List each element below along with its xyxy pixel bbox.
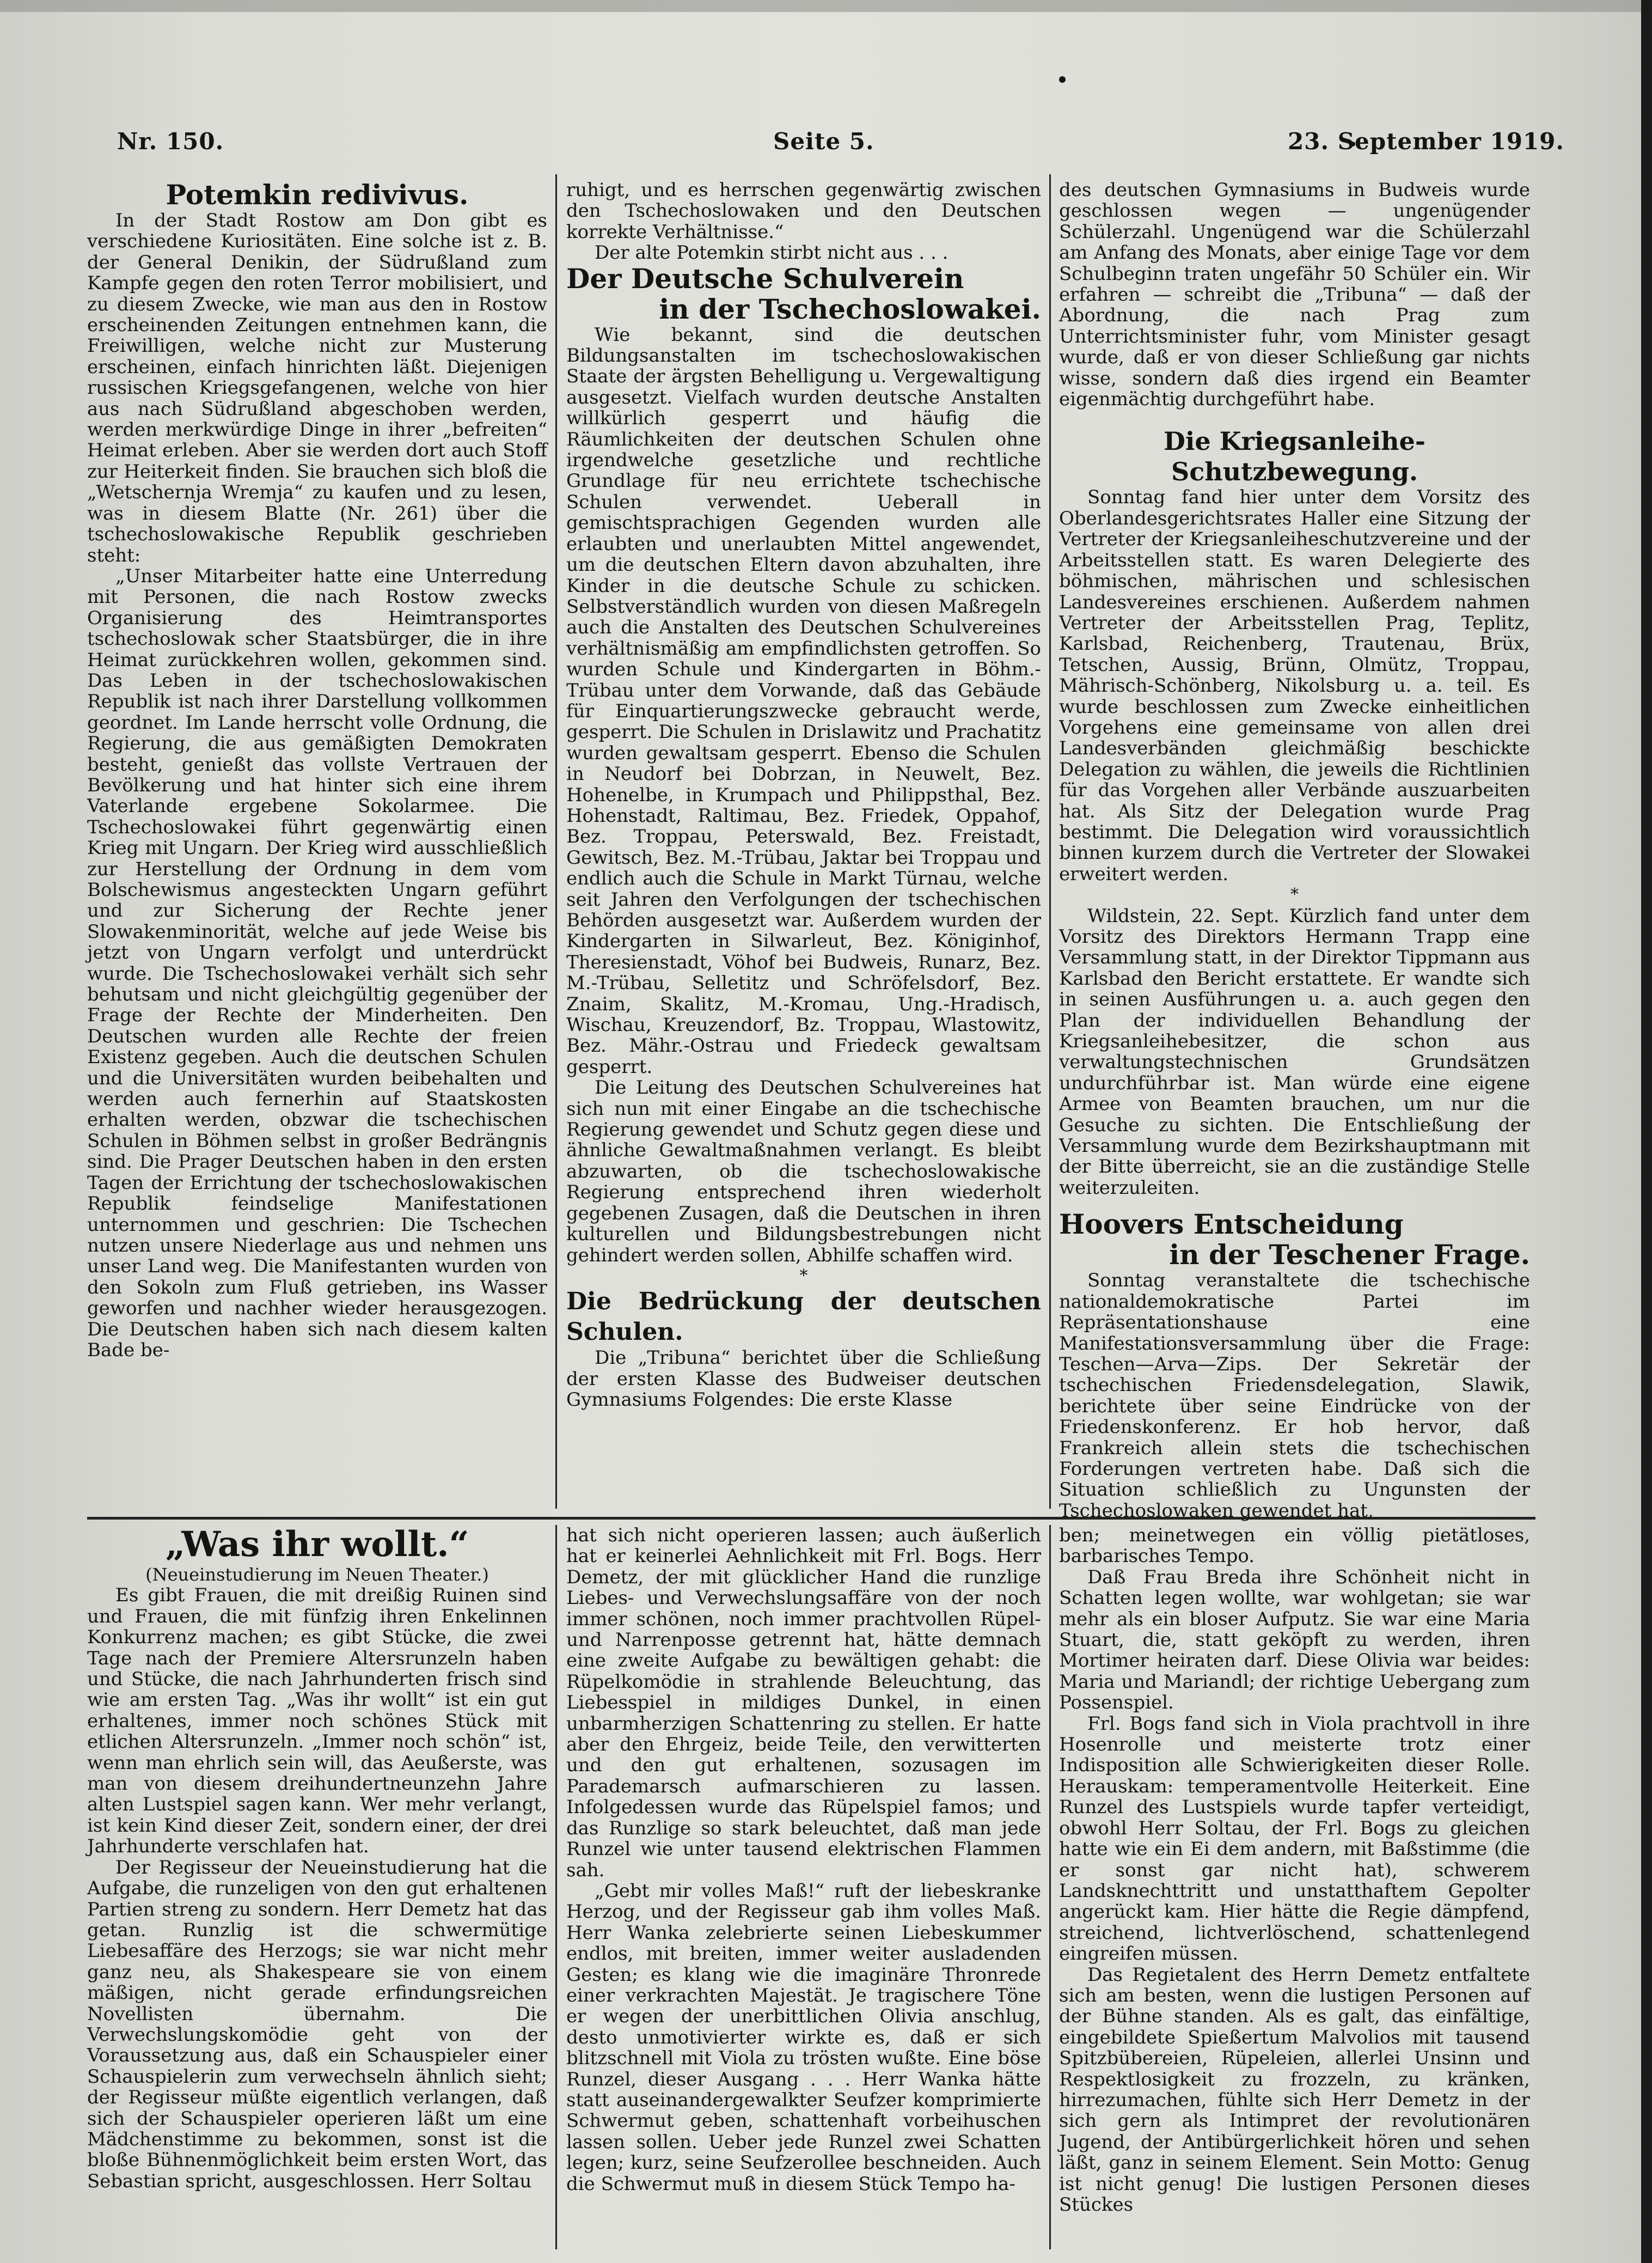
separator-star: *: [799, 1266, 808, 1285]
paragraph: „Gebt mir volles Maß!“ ruft der liebeskranke Herzog, und der Regisseur gab ihm volles Maß. Herr Wanka zelebrierte seinen Liebeskummer endlos, mit breiten, immer weiter ausladenden Gesten; es klang wie die imaginäre Thronrede einer verkrachten Majestät. Je tragischere Töne er wegen der unerbittlichen Olivia anschlug, desto unmotivierter wirkte es, daß er sich blitzschnell mit Viola zu trösten wußte. Eine böse Runzel, dieser Ausgang . . . Herr Wanka hätte statt auseinandergewalkter Seufzer komprimierte Schwermut geben, schattenhaft vorbeihuschen lassen sollen. Ueber jede Runzel zwei Schatten legen; kurz, seine Seufzerollee beschneiden. Auch die Schwermut muß in diesem Stück Tempo ha-: [566, 1880, 1041, 2195]
paragraph: In der Stadt Rostow am Don gibt es verschiedene Kuriositäten. Eine solche ist z. B. der General Denikin, der Südrußland zum Kampfe gegen den roten Terror mobilisiert, und zu diesem Zwecke, wie man aus den in Rostow erscheinenden Zeitungen entnehmen kann, die Freiwilligen, welche nicht zur Musterung erscheinen, einfach hinrichten läßt. Diejenigen russischen Kriegsgefangenen, welche von hier aus nach Südrußland abgeschoben werden, werden merkwürdige Dinge in ihrer „befreiten“ Heimat erleben. Aber sie werden dort auch Stoff zur Heiterkeit finden. Sie brauchen sich bloß die „Wetschernja Wremja“ zu kaufen und zu lesen, was in diesem Blatte (Nr. 261) über die tschechoslowakische Republik geschrieben steht:: [87, 210, 547, 566]
paragraph: Wildstein, 22. Sept. Kürzlich fand unter dem Vorsitz des Direktors Hermann Trapp eine Versammlung statt, in der Direktor Tippmann aus Karlsbad den Bericht erstattete. Er wandte sich in seinen Ausführungen u. a. auch gegen den Plan der individuellen Behandlung der Kriegsanleihebesitzer, die schon aus verwaltungstechnischen Grundsätzen undurchführbar ist. Man würde eine eigene Armee von Beamten brauchen, um nur die Gesuche zu sichten. Die Entschließung der Versammlung wurde dem Bezirkshauptmann mit der Bitte überreicht, sie an die zuständige Stelle weiterzuleiten.: [1059, 905, 1530, 1199]
page-number: Seite 5.: [773, 128, 874, 155]
article-headline-hoover: [1059, 1209, 1530, 1270]
paragraph: Der Regisseur der Neueinstudierung hat die Aufgabe, die runzeligen von den gut erhaltenen Partien streng zu sondern. Herr Demetz hat das getan. Runzlig ist die schwermütige Liebesaffäre des Herzogs; sie war nicht mehr ganz neu, als Shakespeare sie von einem mäßigen, nicht gerade erfindungsreichen Novellisten übernahm. Die Verwechslungskomödie geht von der Voraussetzung aus, daß ein Schauspieler einer Schauspielerin zum verwechseln ähnlich sieht; der Regisseur müßte eigentlich verlangen, daß sich der Schauspieler operieren läßt um eine Mädchenstimme zu bekommen, sonst ist die bloße Bühnenmöglichkeit beim ersten Wort, das Sebastian spricht, ausgeschlossen. Herr Soltau: [87, 1856, 547, 2192]
column-rule: [555, 174, 557, 1509]
paragraph: Daß Frau Breda ihre Schönheit nicht in Schatten legen wollte, war wohlgetan; sie war mehr als ein bloser Aufputz. Sie war eine Maria Stuart, die, statt geköpft zu werden, ihren Mortimer heiraten darf. Diese Olivia war beides: Maria und Mariandl; der richtige Uebergang zum Possenspiel.: [1059, 1566, 1530, 1714]
article-headline-bedrueckung: Die Bedrückung der deutschen Schulen.: [566, 1288, 1041, 1346]
separator-star: *: [1290, 885, 1299, 905]
headline-line: in der Tschechoslowakei.: [659, 292, 1041, 325]
scan-edge-top: [0, 0, 1652, 12]
article-headline-kriegsanleihe: Die Kriegsanleihe-Schutzbewegung.: [1164, 426, 1425, 487]
issue-date: 23. September 1919.: [1288, 128, 1565, 155]
paragraph: ruhigt, und es herrschen gegenwärtig zwischen den Tschechoslowaken und den Deutschen korrekte Verhältnisse.“: [566, 179, 1041, 243]
column-top-2: [566, 180, 1041, 1509]
paragraph: Sonntag fand hier unter dem Vorsitz des Oberlandesgerichtsrates Haller eine Sitzung der Vertreter der Kriegsanleiheschutzvereine und der Arbeitsstellen statt. Es waren Delegierte des böhmischen, mährischen und schlesischen Landesvereines erschienen. Außerdem nahmen Vertreter der Arbeitsstellen Prag, Teplitz, Karlsbad, Reichenberg, Trautenau, Brüx, Tetschen, Aussig, Brünn, Olmütz, Troppau, Mährisch-Schönberg, Nikolsburg u. a. teil. Es wurde beschlossen zum Zwecke einheitlichen Vorgehens eine gemeinsame von allen drei Landesverbänden gleichmäßig beschickte Delegation zu wählen, die jeweils die Richtlinien für das Vorgehen aller Verbände auszuarbeiten hat. Als Sitz der Delegation wurde Prag bestimmt. Die Delegation wird voraussichtlich binnen kurzem durch die Vertreter der Slowakei erweitert werden.: [1059, 486, 1530, 885]
column-bottom-2: [566, 1525, 1041, 2252]
paragraph: Der alte Potemkin stirbt nicht aus . . .: [595, 242, 949, 264]
column-top-1: [87, 180, 547, 1509]
paragraph: des deutschen Gymnasiums in Budweis wurde geschlossen wegen — ungenügender Schülerzahl. Ungenügend war die Schülerzahl am Anfang des Monats, aber einige Tage vor dem Schulbeginn traten ungefähr 50 Schüler ein. Wir erfahren — schreibt die „Tribuna“ — daß der Abordnung, die nach Prag zum Unterrichtsminister fuhr, vom Minister gesagt wurde, daß er von dieser Schließung gar nichts wisse, sondern daß dies irgend ein Beamter eigenmächtig durchgeführt habe.: [1059, 179, 1530, 411]
column-rule: [1049, 1525, 1051, 2249]
ink-speck: [1059, 76, 1066, 83]
headline-line: Der Deutsche Schulverein: [566, 262, 964, 295]
review-headline: „Was ihr wollt.“: [165, 1524, 469, 1565]
column-top-3: [1059, 179, 1530, 1522]
column-bottom-3: [1059, 1525, 1530, 2252]
issue-number: Nr. 150.: [117, 128, 224, 155]
paragraph: Wie bekannt, sind die deutschen Bildungsanstalten im tschechoslowakischen Staate der ärgsten Behelligung u. Vergewaltigung ausgesetzt. Vielfach wurden deutsche Anstalten willkürlich gesperrt und häufig die Räumlichkeiten der deutschen Schulen ohne irgendwelche gesetzliche und rechtliche Grundlage für neu errichtete tschechische Schulen verwendet. Ueberall in gemischtsprachigen Gegenden wurden alle erlaubten und unerlaubten Mittel angewendet, um die deutschen Eltern davon abzuhalten, ihre Kinder in die deutsche Schule zu schicken. Selbstverständlich wurden von diesen Maßregeln auch die Anstalten des Deutschen Schulvereines verhältnismäßig am empfindlichsten getroffen. So wurden Schule und Kindergarten in Böhm.-Trübau unter dem Vorwande, daß das Gebäude für Einquartierungszwecke gebraucht werde, gesperrt. Die Schulen in Drislawitz und Prachatitz wurden gewaltsam gesperrt. Ebenso die Schulen in Neudorf bei Dobrzan, in Neuwelt, Bez. Hohenelbe, in Krumpach und Philippsthal, Bez. Hohenstadt, Raltimau, Bez. Friedek, Oppahof, Bez. Troppau, Peterswald, Bez. Freistadt, Gewitsch, Bez. M.-Trübau, Jaktar bei Troppau und endlich auch die Schule in Markt Türnau, welche seit Jahren den Verfolgungen der tschechischen Behörden ausgesetzt war. Außerdem wurden der Kindergarten in Silwarleut, Bez. Königinhof, Theresienstadt, Vöhof bei Budweis, Runarz, Bez. M.-Trübau, Selletitz und Schröfelsdorf, Bez. Znaim, Skalitz, M.-Kromau, Ung.-Hradisch, Wischau, Kreuzendorf, Bz. Troppau, Wlastowitz, Bez. Mähr.-Ostrau und Friedeck gewaltsam gesperrt.: [566, 324, 1041, 1078]
headline-line: Hoovers Entscheidung: [1059, 1208, 1404, 1241]
paragraph: „Unser Mitarbeiter hatte eine Unterredung mit Personen, die nach Rostow zwecks Organisierung des Heimtransportes tschechoslowak scher Staatsbürger, die in ihre Heimat zurückkehren wollen, gekommen sind. Das Leben in der tschechoslowakischen Republik ist nach ihrer Darstellung vollkommen geordnet. Im Lande herrscht volle Ordnung, die Regierung, die aus gemäßigten Demokraten besteht, genießt das vollste Vertrauen der Bevölkerung und hat hinter sich eine ihrem Vaterlande ergebene Sokolarmee. Die Tschechoslowakei führt gegenwärtig einen Krieg mit Ungarn. Der Krieg wird ausschließlich zur Herstellung der Ordnung in dem vom Bolschewismus angesteckten Ungarn geführt und zur Sicherung der Rechte jener Slowakenminorität, welche auf jede Weise bis jetzt von Ungarn verfolgt und unterdrückt wurde. Die Tschechoslowakei verhält sich sehr behutsam und nicht gleichgültig gegenüber der Frage der Rechte der Minderheiten. Den Deutschen wurden alle Rechte der freien Existenz gegeben. Auch die deutschen Schulen und die Universitäten wurden beibehalten und werden auch fernerhin auf Staatskosten erhalten werden, obzwar die tschechischen Schulen in Böhmen selbst in großer Bedrängnis sind. Die Prager Deutschen haben in den ersten Tagen der Errichtung der tschechoslowakischen Republik feindselige Manifestationen unternommen und geschrien: Die Tschechen nutzen unsere Niederlage aus und nehmen uns unser Land weg. Die Manifestanten wurden von den Sokoln zum Fluß getrieben, ins Wasser geworfen und nachher wieder herausgezogen. Die Deutschen haben sich nach diesem kalten Bade be-: [87, 565, 547, 1361]
paragraph: Frl. Bogs fand sich in Viola prachtvoll in ihre Hosenrolle und meisterte trotz einer Indisposition alle Schwierigkeiten dieser Rolle. Herauskam: temperamentvolle Heiterkeit. Eine Runzel des Lustspiels wurde tapfer verteidigt, obwohl Herr Soltau, der Frl. Bogs zu gleichen hatte wie ein Ei dem andern, mit Baßstimme (die er sonst gar nicht hat), schwerem Landsknechttritt und unstatthaftem Gepolter angerückt kam. Hier hätte die Regie dämpfend, streichend, lichtverlöschend, schattenlegend eingreifen müssen.: [1059, 1712, 1530, 1965]
review-subtitle: (Neueinstudierung im Neuen Theater.): [145, 1564, 489, 1585]
paragraph: hat sich nicht operieren lassen; auch äußerlich hat er keinerlei Aehnlichkeit mit Frl. Bogs. Herr Demetz, der mit glücklicher Hand die runzlige Liebes- und Verwechslungsaffäre von der noch immer schönen, noch immer prachtvollen Rüpel- und Narrenposse getrennt hat, hätte demnach eine zweite Aufgabe zu bewältigen gehabt: die Rüpelkomödie in strahlende Beleuchtung, das Liebesspiel in mildiges Dunkel, in einen unbarmherzigen Schattenring zu stellen. Er hatte aber den Ehrgeiz, beide Teile, den verwitterten und den gut erhaltenen, sozusagen im Parademarsch aufmarschieren zu lassen. Infolgedessen wurde das Rüpelspiel famos; und das Runzlige so stark beleuchtet, daß man jede Runzel wie unter tausend elektrischen Flammen sah.: [566, 1524, 1041, 1881]
paragraph: Die „Tribuna“ berichtet über die Schließung der ersten Klasse des Budweiser deutschen Gymnasiums Folgendes: Die erste Klasse: [566, 1347, 1041, 1411]
column-rule: [1049, 174, 1051, 1509]
column-bottom-1: [87, 1525, 547, 2252]
paragraph: Sonntag veranstaltete die tschechische nationaldemokratische Partei im Repräsentationshause eine Manifestationsversammlung über die Frage: Teschen—Arva—Zips. Der Sekretär der tschechischen Friedensdelegation, Slawik, berichtete über seine Eindrücke von der Friedenskonferenz. Er hob hervor, daß Frankreich allein stets die tschechischen Forderungen vertreten habe. Daß sich die Situation schließlich zu Ungunsten der Tschechoslowaken gewendet hat,: [1059, 1270, 1530, 1522]
paragraph: Das Regietalent des Herrn Demetz entfaltete sich am besten, wenn die lustigen Personen auf der Bühne standen. Als es galt, das einfältige, eingebildete Spießertum Malvolios mit tausend Spitzbübereien, Rüpeleien, allerlei Unsinn und Respektlosigkeit zu frozzeln, zu kränken, hirrezumachen, fühlte sich Herr Demetz in der sich gern als Intimpret der revolutionären Jugend, der Antibürgerlichkeit hören und sehen läßt, ganz in seinem Element. Sein Motto: Genug ist nicht genug! Die lustigen Personen dieses Stückes: [1059, 1963, 1530, 2216]
scan-edge-right: [1641, 0, 1652, 2263]
headline-line: in der Teschener Frage.: [1169, 1239, 1530, 1271]
article-headline-potemkin: Potemkin redivivus.: [166, 179, 469, 211]
column-rule: [555, 1525, 557, 2249]
paragraph: Die Leitung des Deutschen Schulvereines hat sich nun mit einer Eingabe an die tschechische Regierung gewendet und Schutz gegen diese und ähnliche Gewaltmaßnahmen verlangt. Es bleibt abzuwarten, ob die tschechoslowakische Regierung entsprechend ihren wiederholt gegebenen Zusagen, daß die Deutschen in ihren kulturellen und Bildungsbestrebungen nicht gehindert werden sollen, Abhilfe schaffen wird.: [566, 1077, 1041, 1266]
paragraph: Es gibt Frauen, die mit dreißig Ruinen sind und Frauen, die mit fünfzig ihren Enkelinnen Konkurrenz machen; es gibt Stücke, die zwei Tage nach der Premiere Altersrunzeln haben und Stücke, die nach Jahrhunderten frisch sind wie am ersten Tag. „Was ihr wollt“ ist ein gut erhaltenes, immer noch schönes Stück mit etlichen Altersrunzeln. „Immer noch schön“ ist, wenn man ehrlich sein will, das Aeußerste, was man von diesem dreihundertneunzehn Jahre alten Lustspiel sagen kann. Wer mehr verlangt, ist kein Kind dieser Zeit, sondern einer, der drei Jahrhunderte verschlafen hat.: [87, 1584, 547, 1858]
paragraph: ben; meinetwegen ein völlig pietätloses, barbarisches Tempo.: [1059, 1524, 1530, 1567]
article-headline-schulverein: [566, 264, 1041, 325]
